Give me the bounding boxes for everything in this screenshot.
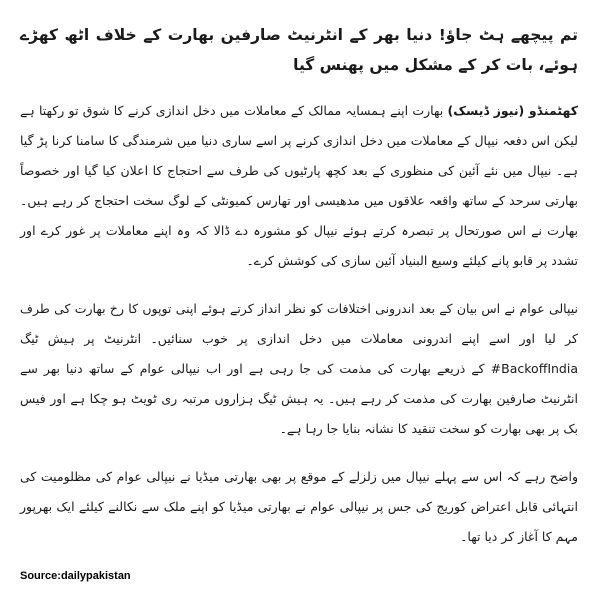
dateline: کھٹمنڈو (نیوز ڈیسک) — [447, 103, 578, 118]
article-paragraph-3: واضح رہے کہ اس سے پہلے نیپال میں زلزلے کے موقع پر بھی بھارتی میڈیا نے نیپالی عوام کی مظلومیت کی انتہائی قابل اعتراض کوریج کی جس پر نیپالی عوام نے بھارتی میڈیا کو اپنے ملک سے نکالنے کیلئے ایک بھرپور مہم کا آغاز کر دیا تھا۔ — [20, 469, 578, 544]
article-headline: تم پیچھے ہٹ جاؤ! دنیا بھر کے انٹرنیٹ صارفین بھارت کے خلاف اٹھ کھڑے ہوئے، بات کر کے مشکل میں پھنس گیا — [20, 26, 578, 74]
article-paragraph-2: نیپالی عوام نے اس بیان کے بعد اندرونی اختلافات کو نظر انداز کرتے ہوئے اپنی توپوں کا رخ بھارت کی طرف کر لیا اور اسے اپنے اندرونی معاملات میں دخل اندازی پر خوب سنائیں۔ انٹرنیٹ پر ہیش ٹیگ BackoffIndia# کے ذریعے بھارت کی مذمت کی جا رہی ہے اور اب نیپالی عوام کے ساتھ دنیا بھر سے انٹرنیٹ صارفین بھارت کی مذمت کر رہے ہیں۔ یہ ہیش ٹیگ ہزاروں مرتبہ ری ٹویٹ ہو چکا ہے اور فیس بک پر بھی بھارت کو سخت تنقید کا نشانہ بنایا جا رہا ہے۔ — [20, 301, 578, 436]
paragraph-1-text: بھارت اپنے ہمسایہ ممالک کے معاملات میں دخل اندازی کرنے کا شوق تو رکھتا ہے لیکن اس دفعہ نیپال کے معاملات میں دخل اندازی کرنے پر اسے ساری دنیا میں شرمندگی کا سامنا کرنا پڑ گیا ہے۔ نیپال میں نئے آئین کی منظوری کے بعد کچھ پارٹیوں کی طرف سے احتجاج کا اعلان کیا گیا اور خصوصاً بھارتی سرحد کے ساتھ واقعہ علاقوں میں مدھیسی اور تھارس کمیونٹی کے لوگ سخت احتجاج کر رہے ہیں۔ بھارت نے اس صورتحال پر تبصرہ کرتے ہوئے نیپال کو مشورہ دے ڈالا کہ وہ اپنے معاملات پر غور کرے اور تشدد پر قابو پانے کیلئے وسیع البنیاد آئین سازی کی کوشش کرے۔ — [20, 103, 578, 268]
source-credit: Source:dailypakistan — [20, 570, 131, 582]
article-paragraph-1 — [20, 96, 578, 276]
